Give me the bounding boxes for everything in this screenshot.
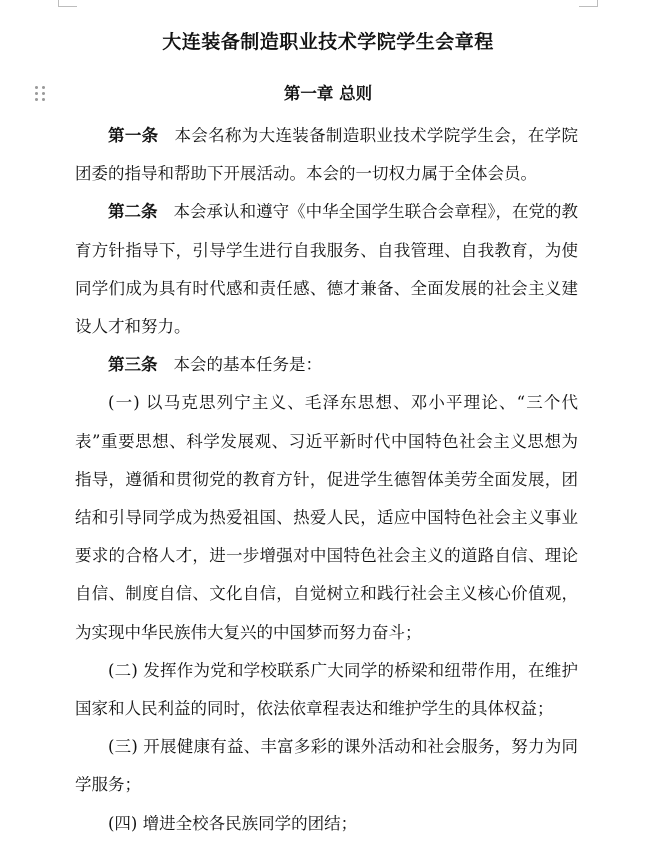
article-label: 第三条 [108,355,158,375]
paragraph-text: (二) 发挥作为党和学校联系广大同学的桥梁和纽带作用，在维护国家和人民利益的同时，依法依章程表达和维护学生的具体权益； [75,660,578,719]
paragraph-text: (四) 增进全校各民族同学的团结； [108,813,358,833]
paragraph-item-2 [75,652,578,728]
paragraph-item-1 [75,384,578,651]
paragraph-text: 本会名称为大连装备制造职业技术学院学生会，在学院团委的指导和帮助下开展活动。本会的一切权力属于全体会员。 [75,126,579,184]
page-corner-left-mark [58,0,77,7]
paragraph-text: (一) 以马克思列宁主义、毛泽东思想、邓小平理论、“三个代表”重要思想、科学发展观、习近平新时代中国特色社会主义思想为指导，遵循和贯彻党的教育方针，促进学生德智体美劳全面发展，团结和引导同学成为热爱祖国、热爱人民，适应中国特色社会主义事业要求的合格人才，进一步增强对中国特色社会主义的道路自信、理论自信、制度自信、文化自信，自觉树立和践行社会主义核心价值观，为实现中华民族伟大复兴的中国梦而努力奋斗； [75,393,578,642]
paragraph-text: 本会的基本任务是： [173,355,322,375]
page-corner-right-mark [579,0,598,7]
paragraph-article-1 [75,117,578,193]
paragraph-item-3 [75,728,578,804]
chapter-heading: 第一章 总则 [283,84,373,103]
paragraph-article-2 [75,193,578,346]
article-label: 第二条 [108,202,158,222]
paragraph-text: (三) 开展健康有益、丰富多彩的课外活动和社会服务，努力为同学服务； [75,737,578,795]
paragraph-item-4 [75,805,578,843]
paragraph-text: 本会承认和遵守《中华全国学生联合会章程》，在党的教育方针指导下，引导学生进行自我服务、自我管理、自我教育，为使同学们成为具有时代感和责任感、德才兼备、全面发展的社会主义建设人才和努力。 [75,202,579,337]
document-title: 大连装备制造职业技术学院学生会章程 [162,31,494,53]
document-body [75,117,578,843]
paragraph-article-3 [75,346,578,384]
article-label: 第一条 [108,126,159,145]
